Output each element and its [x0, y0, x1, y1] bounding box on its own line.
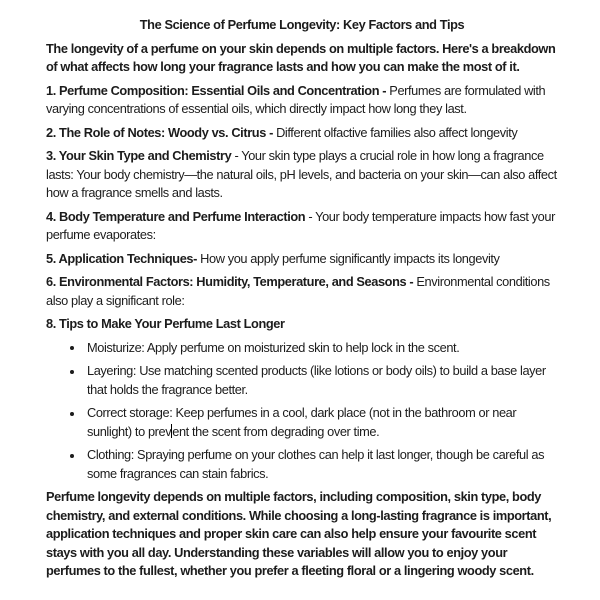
- bullet-text: Moisturize: Apply perfume on moisturized skin to help lock in the scent.: [87, 339, 460, 355]
- tips-list: [46, 339, 558, 484]
- section-1-text: Perfumes are formulated with varying concentrations of essential oils, which directly impact how long they last.: [46, 82, 546, 116]
- section-3-paragraph[interactable]: [46, 147, 558, 203]
- section-6-heading: 6. Environmental Factors: Humidity, Temperature, and Seasons -: [46, 274, 414, 289]
- list-item-correct-storage[interactable]: [46, 404, 558, 441]
- section-3-text: - Your skin type plays a crucial role in how long a fragrance lasts: Your body chemistry—the natural oils, pH levels, and bacteria on your skin—can also affect how a fragrance smells and lasts.: [46, 148, 557, 200]
- section-2-text: Different olfactive families also affect longevity: [272, 124, 518, 140]
- section-1-heading: 1. Perfume Composition: Essential Oils and Concentration -: [46, 82, 387, 98]
- bullet-text-after-caret: ent the scent from degrading over time.: [172, 423, 380, 439]
- bullet-text-before-caret: Correct storage: Keep perfumes in a cool, dark place (not in the bathroom or near sunlight) to prev: [87, 405, 517, 439]
- conclusion-paragraph[interactable]: Perfume longevity depends on multiple factors, including composition, skin type, body chemistry, and external conditions. While choosing a long-lasting fragrance is important, application techniques and proper skin care can also help ensure your favourite scent stays with you all day. Understanding these variables will allow you to enjoy your perfumes to the fullest, whether you prefer a fleeting floral or a lingering woody scent.: [46, 489, 552, 578]
- section-5-heading: 5. Application Techniques-: [46, 250, 197, 266]
- section-6-paragraph[interactable]: [46, 273, 558, 310]
- section-4-heading: 4. Body Temperature and Perfume Interaction: [46, 208, 306, 224]
- document-page[interactable]: [46, 16, 558, 586]
- section-2-heading: 2. The Role of Notes: Woody vs. Citrus -: [46, 124, 273, 140]
- section-5-text: How you apply perfume significantly impacts its longevity: [197, 250, 500, 266]
- section-8-heading[interactable]: [46, 315, 558, 334]
- section-6-text: Environmental conditions also play a significant role:: [46, 274, 550, 308]
- document-title[interactable]: The Science of Perfume Longevity: Key Factors and Tips: [139, 17, 465, 32]
- list-item-moisturize[interactable]: [46, 339, 558, 358]
- section-3-heading: 3. Your Skin Type and Chemistry: [46, 148, 232, 163]
- section-8-heading-text: 8. Tips to Make Your Perfume Last Longer: [46, 316, 285, 331]
- intro-paragraph[interactable]: The longevity of a perfume on your skin depends on multiple factors. Here's a breakdown of what affects how long your fragrance lasts and how you can make the most of it.: [46, 40, 556, 74]
- section-1-paragraph[interactable]: [46, 82, 558, 119]
- list-item-clothing[interactable]: [46, 446, 558, 483]
- section-4-text: - Your body temperature impacts how fast your perfume evaporates:: [46, 208, 555, 242]
- section-5-paragraph[interactable]: [46, 250, 558, 269]
- list-item-layering[interactable]: [46, 362, 558, 399]
- bullet-text: Layering: Use matching scented products (like lotions or body oils) to build a base layer that holds the fragrance better.: [87, 363, 546, 397]
- bullet-text: Clothing: Spraying perfume on your clothes can help it last longer, though be careful as some fragrances can stain fabrics.: [87, 447, 545, 481]
- section-4-paragraph[interactable]: [46, 208, 558, 245]
- section-2-paragraph[interactable]: [46, 124, 558, 143]
